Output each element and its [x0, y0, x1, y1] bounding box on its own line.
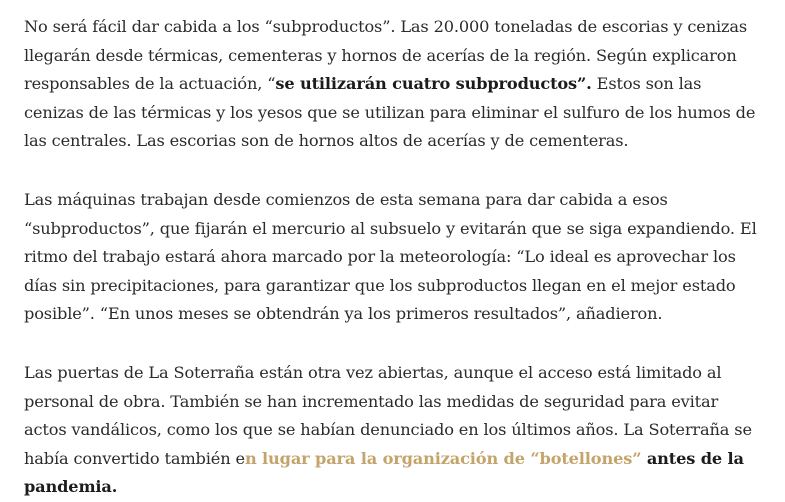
botellones-link[interactable]: n lugar para la organización de “botellones”: [244, 448, 642, 468]
article-body: [24, 13, 764, 502]
paragraph-2: [24, 186, 764, 329]
paragraph-1: [24, 13, 764, 156]
paragraph-1-text-start: No será fácil dar cabida a los “subproductos”. Las 20.000 toneladas de escorias y cenizas llegarán desde térmicas, cementeras y hornos de acerías de la región. Según explicaron responsables de la actuación, “: [24, 17, 748, 94]
paragraph-1-bold-quote: se utilizarán cuatro subproductos”.: [275, 74, 592, 94]
paragraph-3: [24, 359, 764, 502]
paragraph-3-bold-end: antes de la pandemia.: [24, 448, 744, 497]
paragraph-2-text: Las máquinas trabajan desde comienzos de esta semana para dar cabida a esos “subproductos”, que fijarán el mercurio al subsuelo y evitarán que se siga expandiendo. El ritmo del trabajo estará ahora marcado por la meteorología: “Lo ideal es aprovechar los días sin precipitaciones, para garantizar que los subproductos llegan en el mejor estado posible”. “En unos meses se obtendrán ya los primeros resultados”, añadieron.: [24, 189, 757, 324]
paragraph-3-text-start: Las puertas de La Soterraña están otra vez abiertas, aunque el acceso está limitado al personal de obra. También se han incrementado las medidas de seguridad para evitar actos vandálicos, como los que se habían denunciado en los últimos años. La Soterraña se había convertido también e: [24, 362, 752, 468]
paragraph-1-text-end: Estos son las cenizas de las térmicas y los yesos que se utilizan para eliminar el sulfuro de los humos de las centrales. Las escorias son de hornos altos de acerías y de cementeras.: [24, 74, 756, 151]
